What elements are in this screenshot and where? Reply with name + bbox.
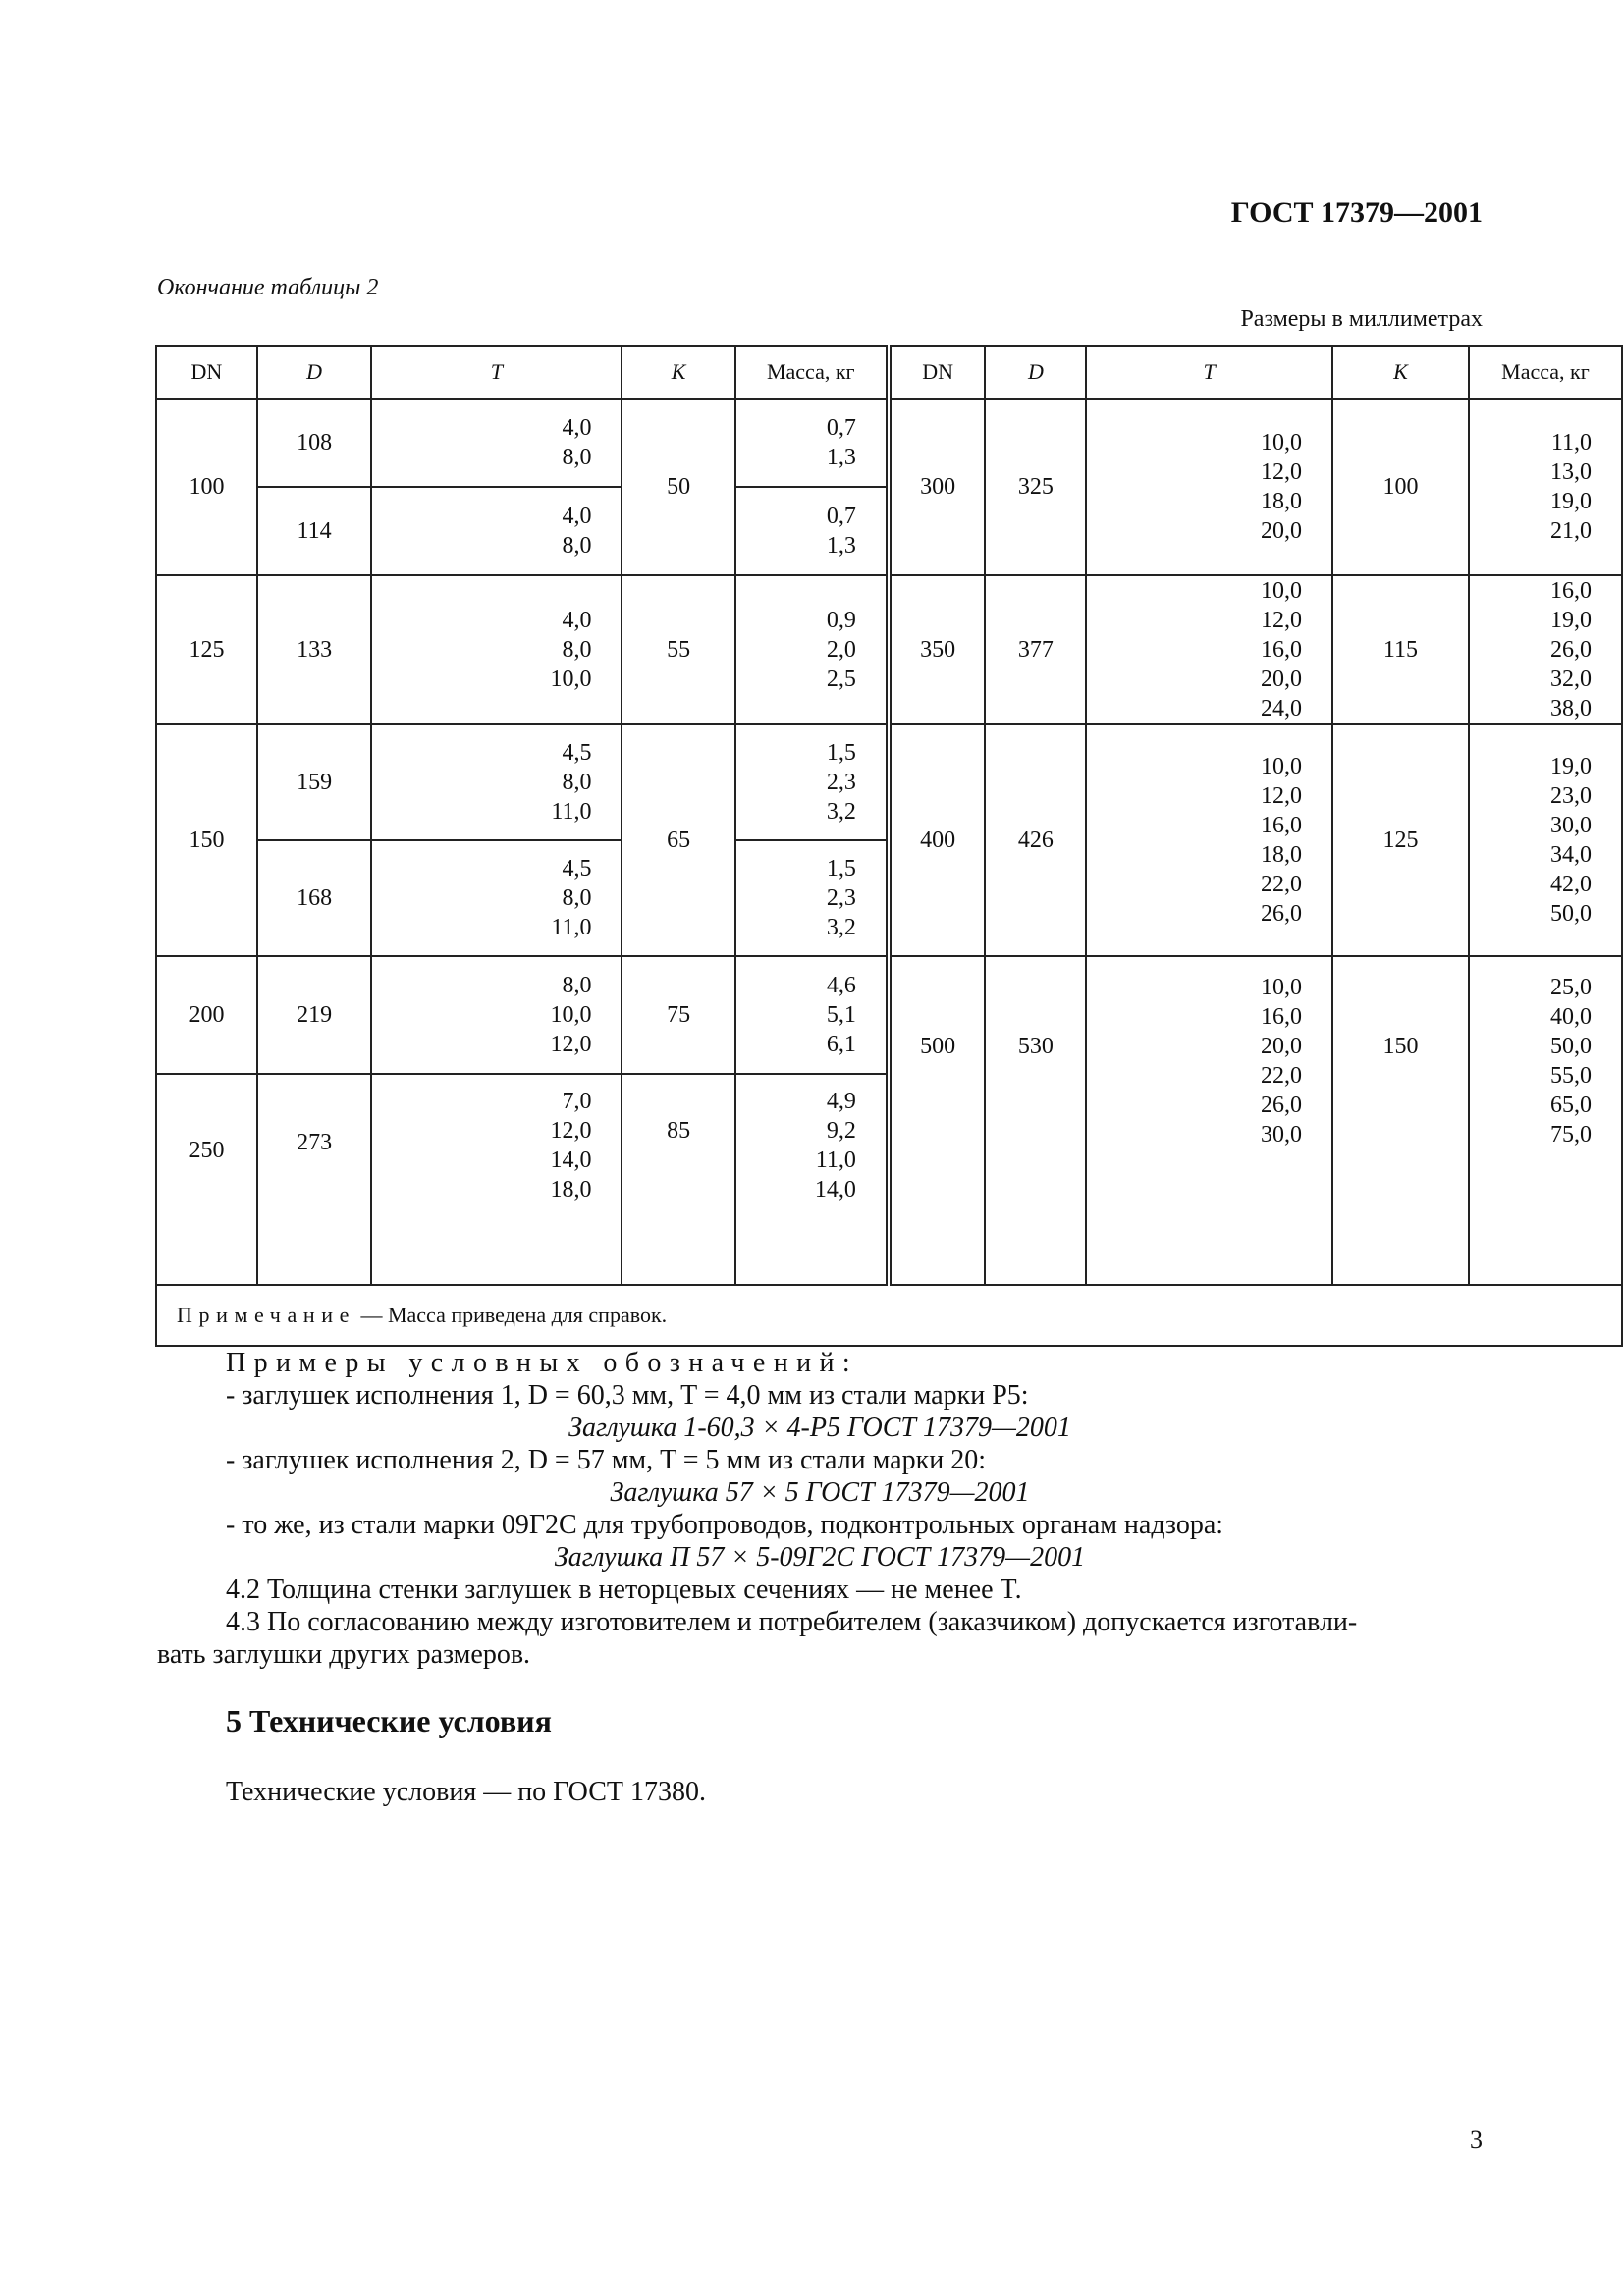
dn-cell: 350: [889, 575, 986, 724]
d-cell: 114: [257, 487, 371, 575]
examples-heading: Примеры условных обозначений:: [226, 1348, 859, 1378]
dn-cell: 250: [156, 1074, 257, 1285]
note-label: Примечание: [177, 1303, 355, 1327]
dn-cell: 150: [156, 724, 257, 956]
dn-cell: 500: [889, 956, 986, 1285]
k-cell: 115: [1332, 575, 1469, 724]
mass-cell: 0,9 2,0 2,5: [735, 575, 889, 724]
k-cell: 75: [622, 956, 734, 1074]
example-designation-3: Заглушка П 57 × 5-09Г2С ГОСТ 17379—2001: [554, 1542, 1086, 1573]
mass-cell: 4,9 9,2 11,0 14,0: [735, 1074, 889, 1285]
mass-cell: 19,0 23,0 30,0 34,0 42,0 50,0: [1469, 724, 1622, 956]
header-d-2: D: [985, 346, 1086, 399]
dn-cell: 125: [156, 575, 257, 724]
t-cell: 4,0 8,0 10,0: [371, 575, 622, 724]
t-cell: 10,0 12,0 16,0 18,0 22,0 26,0: [1086, 724, 1332, 956]
mass-cell: 0,7 1,3: [735, 399, 889, 487]
document-code: ГОСТ 17379—2001: [1230, 196, 1483, 229]
mass-cell: 1,5 2,3 3,2: [735, 724, 889, 840]
k-cell: 100: [1332, 399, 1469, 575]
dn-cell: 300: [889, 399, 986, 575]
header-t: T: [371, 346, 622, 399]
clause-4-2: 4.2 Толщина стенки заглушек в неторцевых сечениях — не менее T.: [226, 1575, 1022, 1605]
note-text: — Масса приведена для справок.: [354, 1303, 668, 1327]
example-line-2: - заглушек исполнения 2, D = 57 мм, T = 5 мм из стали марки 20:: [226, 1445, 986, 1475]
k-cell: 50: [622, 399, 734, 575]
section-5-text: Технические условия — по ГОСТ 17380.: [226, 1777, 707, 1807]
table-note: [156, 1285, 1622, 1346]
k-cell: 65: [622, 724, 734, 956]
d-cell: 325: [985, 399, 1086, 575]
mass-cell: 25,0 40,0 50,0 55,0 65,0 75,0: [1469, 956, 1622, 1285]
table-caption: Окончание таблицы 2: [157, 275, 379, 300]
table-row: [156, 956, 1622, 1074]
example-designation-2: Заглушка 57 × 5 ГОСТ 17379—2001: [610, 1477, 1030, 1508]
mass-cell: 0,7 1,3: [735, 487, 889, 575]
mass-cell: 4,6 5,1 6,1: [735, 956, 889, 1074]
t-cell: 4,5 8,0 11,0: [371, 724, 622, 840]
d-cell: 273: [257, 1074, 371, 1285]
header-mass: Масса, кг: [735, 346, 889, 399]
dn-cell: 200: [156, 956, 257, 1074]
dn-cell: 100: [156, 399, 257, 575]
header-k-2: K: [1332, 346, 1469, 399]
d-cell: 168: [257, 840, 371, 956]
clause-4-3-line-2: вать заглушки других размеров.: [157, 1639, 531, 1670]
header-dn-2: DN: [889, 346, 986, 399]
table-row: [156, 724, 1622, 840]
k-cell: 125: [1332, 724, 1469, 956]
mass-cell: 11,0 13,0 19,0 21,0: [1469, 399, 1622, 575]
table-header-row: [156, 346, 1622, 399]
k-cell: 150: [1332, 956, 1469, 1285]
t-cell: 4,0 8,0: [371, 487, 622, 575]
k-cell: 85: [622, 1074, 734, 1285]
d-cell: 530: [985, 956, 1086, 1285]
k-cell: 55: [622, 575, 734, 724]
example-designation-1: Заглушка 1-60,3 × 4-Р5 ГОСТ 17379—2001: [568, 1413, 1071, 1443]
dimensions-table: [155, 345, 1623, 1347]
d-cell: 108: [257, 399, 371, 487]
t-cell: 4,0 8,0: [371, 399, 622, 487]
example-line-1: - заглушек исполнения 1, D = 60,3 мм, T = 4,0 мм из стали марки Р5:: [226, 1380, 1029, 1411]
example-line-3: - то же, из стали марки 09Г2С для трубопроводов, подконтрольных органам надзора:: [226, 1510, 1224, 1540]
header-mass-2: Масса, кг: [1469, 346, 1622, 399]
d-cell: 377: [985, 575, 1086, 724]
header-dn: DN: [156, 346, 257, 399]
t-cell: 10,0 12,0 18,0 20,0: [1086, 399, 1332, 575]
d-cell: 159: [257, 724, 371, 840]
t-cell: 8,0 10,0 12,0: [371, 956, 622, 1074]
header-d: D: [257, 346, 371, 399]
d-cell: 426: [985, 724, 1086, 956]
header-k: K: [622, 346, 734, 399]
d-cell: 219: [257, 956, 371, 1074]
dn-cell: 400: [889, 724, 986, 956]
table-row: [156, 399, 1622, 487]
mass-cell: 1,5 2,3 3,2: [735, 840, 889, 956]
t-cell: 10,0 12,0 16,0 20,0 24,0: [1086, 575, 1332, 724]
d-cell: 133: [257, 575, 371, 724]
header-t-2: T: [1086, 346, 1332, 399]
t-cell: 10,0 16,0 20,0 22,0 26,0 30,0: [1086, 956, 1332, 1285]
units-note: Размеры в миллиметрах: [1240, 306, 1483, 332]
table-row: [156, 575, 1622, 724]
section-5-heading: 5 Технические условия: [226, 1703, 552, 1738]
table-note-row: [156, 1285, 1622, 1346]
clause-4-3-line-1: 4.3 По согласованию между изготовителем и потребителем (заказчиком) допускается изготавли-: [226, 1607, 1358, 1637]
page-number: 3: [1470, 2125, 1483, 2154]
t-cell: 7,0 12,0 14,0 18,0: [371, 1074, 622, 1285]
mass-cell: 16,0 19,0 26,0 32,0 38,0: [1469, 575, 1622, 724]
t-cell: 4,5 8,0 11,0: [371, 840, 622, 956]
